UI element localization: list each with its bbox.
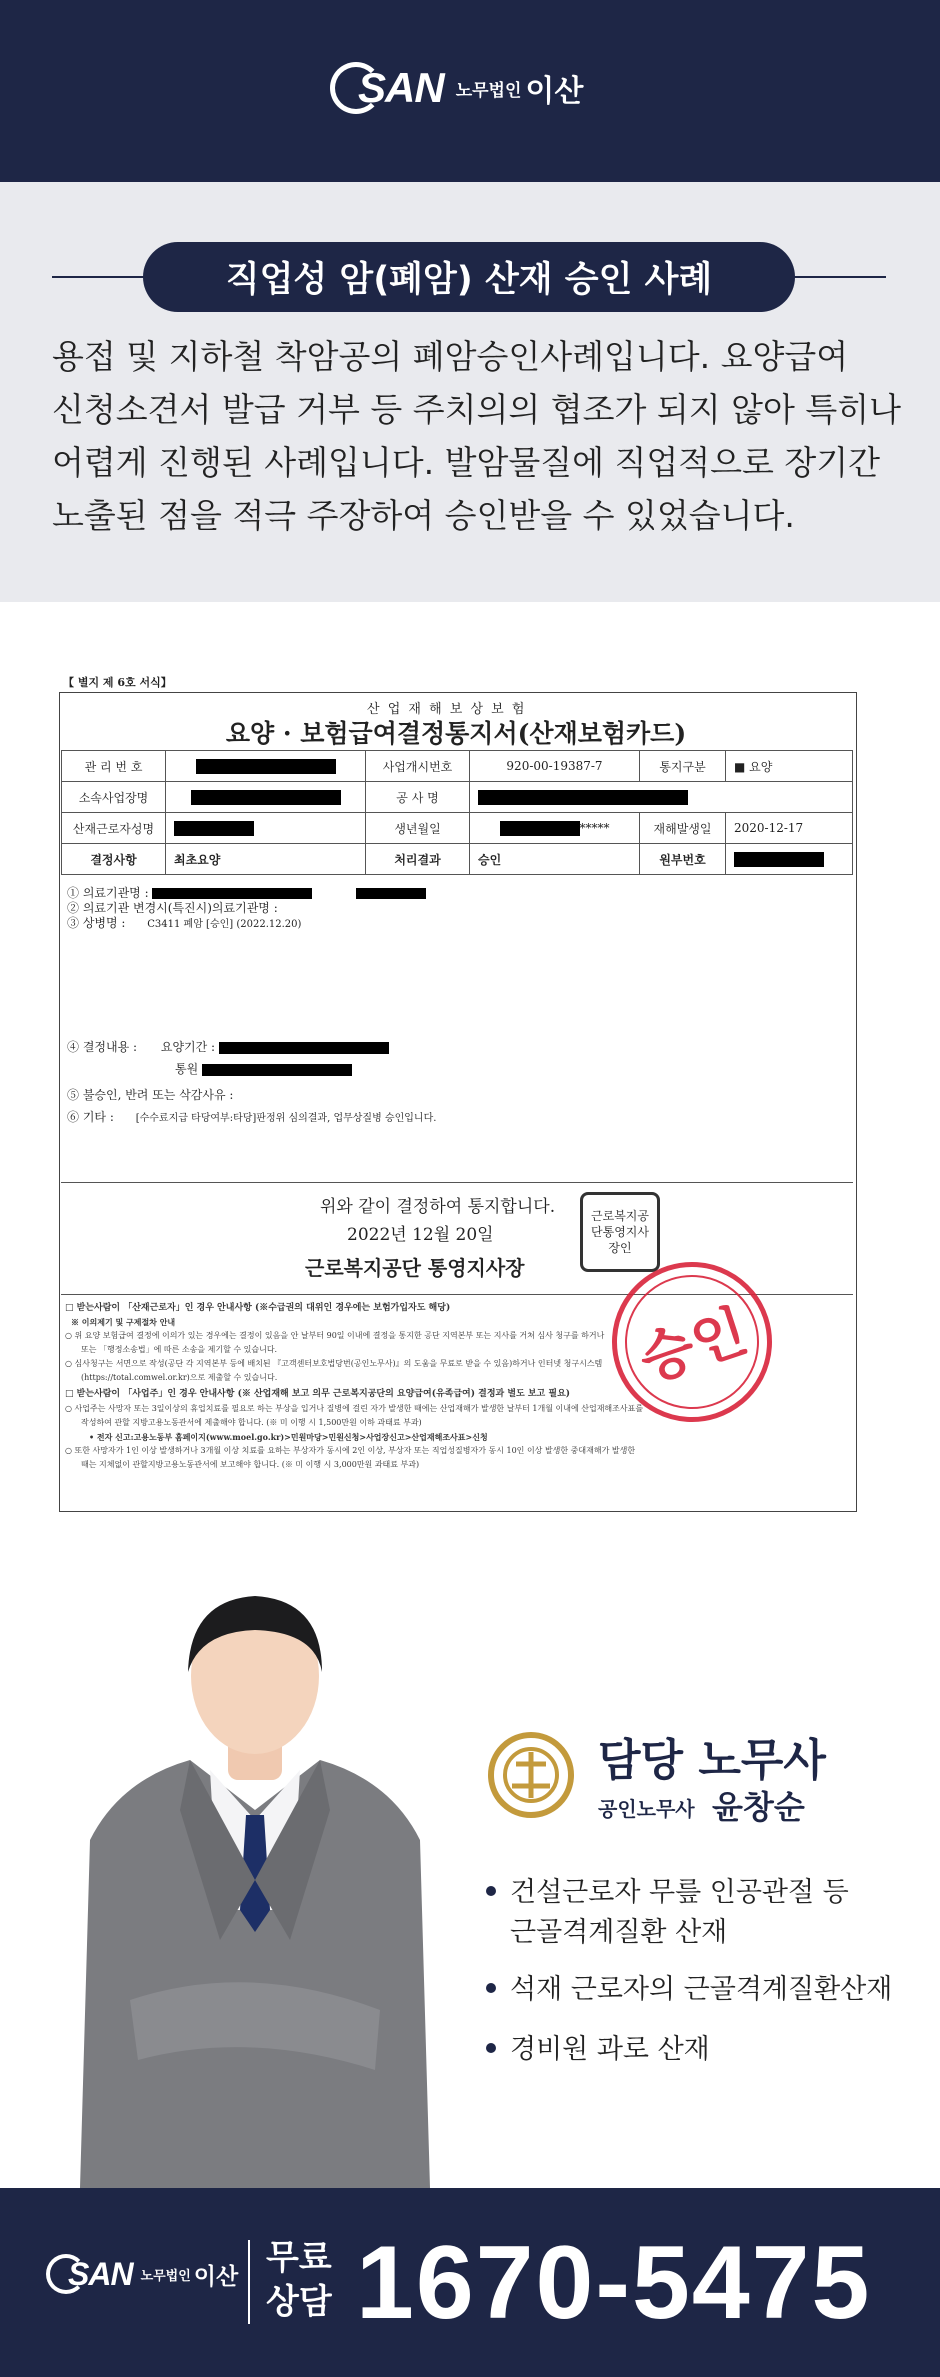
item-other: ⑥ 기타 : [수수료지급 타당여부:타당]판정위 심의결과, 업무상질병 승인입니다. bbox=[67, 1110, 437, 1124]
specialty-item-continued: 근골격계질환 산재 bbox=[510, 1917, 728, 1948]
specialty-item: 건설근로자 무릎 인공관절 등 bbox=[486, 1873, 849, 1913]
cell-label: 원부번호 bbox=[640, 844, 726, 875]
cell-redacted bbox=[726, 844, 853, 875]
fine-print: ※ 이의제기 및 구제절차 안내 bbox=[71, 1317, 176, 1327]
cell-redacted bbox=[166, 813, 366, 844]
case-description bbox=[52, 330, 902, 542]
cell-value: 2020-12-17 bbox=[726, 813, 853, 844]
cell-value: 승인 bbox=[470, 844, 640, 875]
item-diagnosis: ③ 상병명 : C3411 폐암 [승인] (2022.12.20) bbox=[67, 916, 302, 930]
advisor-name: 윤창순 bbox=[712, 1788, 805, 1826]
notice-text: 위와 같이 결정하여 통지합니다. bbox=[320, 1197, 556, 1217]
description-line: 신청소견서 발급 거부 등 주치의의 협조가 되지 않아 특히나 bbox=[52, 390, 901, 429]
logo-small-text: 노무법인 bbox=[140, 2268, 191, 2284]
bullet-icon bbox=[486, 1886, 496, 1896]
fine-print: □ 받는사람이 「사업주」인 경우 안내사항 (※ 산업재해 보고 의무 근로복지공단의 요양급여(유족급여) 결정과 별도 보고 필요) bbox=[65, 1389, 571, 1399]
title-rule-left bbox=[52, 276, 152, 278]
cell-label: 소속사업장명 bbox=[62, 782, 166, 813]
advisor-photo bbox=[60, 1580, 450, 2188]
document-table bbox=[61, 750, 853, 875]
cell-redacted bbox=[166, 782, 366, 813]
cell-value bbox=[470, 813, 640, 844]
section-divider bbox=[61, 1182, 853, 1183]
free-consult-label: 무료 상담 bbox=[266, 2238, 332, 2322]
logo-latin: SAN bbox=[68, 2255, 133, 2292]
footer-divider bbox=[248, 2240, 250, 2324]
birth-mask: ***** bbox=[579, 820, 610, 835]
specialty-item: 석재 근로자의 근골격계질환산재 bbox=[486, 1970, 892, 2010]
cell-redacted bbox=[166, 751, 366, 782]
document-subtitle: 산 업 재 해 보 상 보 험 bbox=[367, 702, 527, 717]
fine-print: (https://total.comwel.or.kr)으로 제출할 수 있습니다. bbox=[81, 1373, 278, 1382]
labor-attorney-emblem-icon bbox=[486, 1730, 576, 1820]
item-decision-outpatient: 통원 bbox=[175, 1060, 352, 1077]
cell-label: 사업개시번호 bbox=[366, 751, 470, 782]
logo-big-text: 이산 bbox=[193, 2263, 239, 2290]
fine-print: 작성하여 관할 지방고용노동관서에 제출해야 합니다. (※ 미 이행 시 1,500만원 이하 과태료 부과) bbox=[81, 1418, 422, 1427]
cell-redacted bbox=[470, 782, 853, 813]
cell-label: 처리결과 bbox=[366, 844, 470, 875]
cell-label: 생년월일 bbox=[366, 813, 470, 844]
specialty-item: 경비원 과로 산재 bbox=[486, 2030, 710, 2070]
fine-print: • 전자 신고:고용노동부 홈페이지(www.moel.go.kr)>민원마당>민원신청>사업장신고>산업재해조사표>신청 bbox=[89, 1432, 488, 1442]
description-line: 노출된 점을 적극 주장하여 승인받을 수 있었습니다. bbox=[52, 496, 795, 535]
fine-print: ○ 또한 사망자가 1인 이상 발생하거나 3개월 이상 치료를 요하는 부상자가 동시에 2인 이상, 부상자 또는 직업성질병자가 동시 10인 이상 발생한 중대재해가 발생한 bbox=[65, 1446, 636, 1455]
issuer: 근로복지공단 통영지사장 bbox=[305, 1256, 525, 1280]
cell-label: 관 리 번 호 bbox=[62, 751, 166, 782]
fine-print: ○ 위 요양 보험급여 결정에 이의가 있는 경우에는 결정이 있음을 안 날부터 90일 이내에 결정을 통지한 공단 지역본부 또는 지사를 거쳐 심사 청구를 하거나 bbox=[65, 1331, 605, 1340]
official-seal: 근로복지공단통영지사장인 bbox=[580, 1192, 660, 1272]
cell-value: ■ 요양 bbox=[726, 751, 853, 782]
document-title: 요양 · 보험급여결정통지서(산재보험카드) bbox=[225, 719, 687, 748]
item-reject-reason: ⑤ 불승인, 반려 또는 삭감사유 : bbox=[67, 1088, 234, 1102]
logo-big-text: 이산 bbox=[525, 74, 584, 109]
footer-logo bbox=[46, 2254, 238, 2294]
cell-value: 920-00-19387-7 bbox=[470, 751, 640, 782]
page-title: 직업성 암(폐암) 산재 승인 사례 bbox=[143, 242, 795, 312]
fine-print: □ 받는사람이 「산재근로자」인 경우 안내사항 (※수급권의 대위인 경우에는 보험가입자도 해당) bbox=[65, 1303, 451, 1313]
brand-logo bbox=[330, 62, 583, 114]
description-line: 어렵게 진행된 사례입니다. 발암물질에 직업적으로 장기간 bbox=[52, 443, 881, 482]
fine-print: ○ 심사청구는 서면으로 작성(공단 각 지역본부 등에 배치된 『고객센터보호법당번(공인노무사)』의 도움을 무료로 받을 수 있음)하거나 인터넷 청구시스템 bbox=[65, 1359, 603, 1368]
item-hospital-change: ② 의료기관 변경시(특진시)의료기관명 : bbox=[67, 901, 278, 915]
cell-label: 재해발생일 bbox=[640, 813, 726, 844]
title-rule-right bbox=[786, 276, 886, 278]
cell-label: 공 사 명 bbox=[366, 782, 470, 813]
logo-latin: SAN bbox=[358, 64, 444, 111]
bullet-icon bbox=[486, 2043, 496, 2053]
fine-print: ○ 사업주는 사망자 또는 3일이상의 휴업치료를 필요로 하는 부상을 입거나 질병에 걸린 자가 발생한 때에는 산업재해가 발생한 날부터 1개월 이내에 산업재해조사표를 bbox=[65, 1404, 644, 1413]
cell-label: 통지구분 bbox=[640, 751, 726, 782]
approval-stamp: 승인 bbox=[591, 1241, 793, 1443]
cell-label: 결정사항 bbox=[62, 844, 166, 875]
item-hospital: ① 의료기관명 : bbox=[67, 884, 426, 901]
fine-print: 또는 「행정소송법」에 따른 소송을 제기할 수 있습니다. bbox=[81, 1345, 278, 1354]
cell-value: 최초요양 bbox=[166, 844, 366, 875]
advisor-role: 담당 노무사 bbox=[598, 1735, 826, 1786]
bullet-icon bbox=[486, 1983, 496, 1993]
logo-small-text: 노무법인 bbox=[455, 80, 522, 101]
cell-label: 산재근로자성명 bbox=[62, 813, 166, 844]
phone-number[interactable]: 1670-5475 bbox=[356, 2225, 872, 2341]
item-decision: ④ 결정내용 : 요양기간 : bbox=[67, 1038, 389, 1055]
description-line: 용접 및 지하철 착암공의 폐암승인사례입니다. 요양급여 bbox=[52, 337, 849, 376]
top-banner bbox=[0, 0, 940, 182]
notice-date: 2022년 12월 20일 bbox=[347, 1225, 494, 1245]
advisor-title: 공인노무사 bbox=[598, 1797, 695, 1821]
form-number: 【 별지 제 6호 서식】 bbox=[63, 676, 172, 689]
fine-print: 때는 지체없이 관할지방고용노동관서에 보고해야 합니다. (※ 미 이행 시 3,000만원 과태료 부과) bbox=[81, 1460, 420, 1469]
